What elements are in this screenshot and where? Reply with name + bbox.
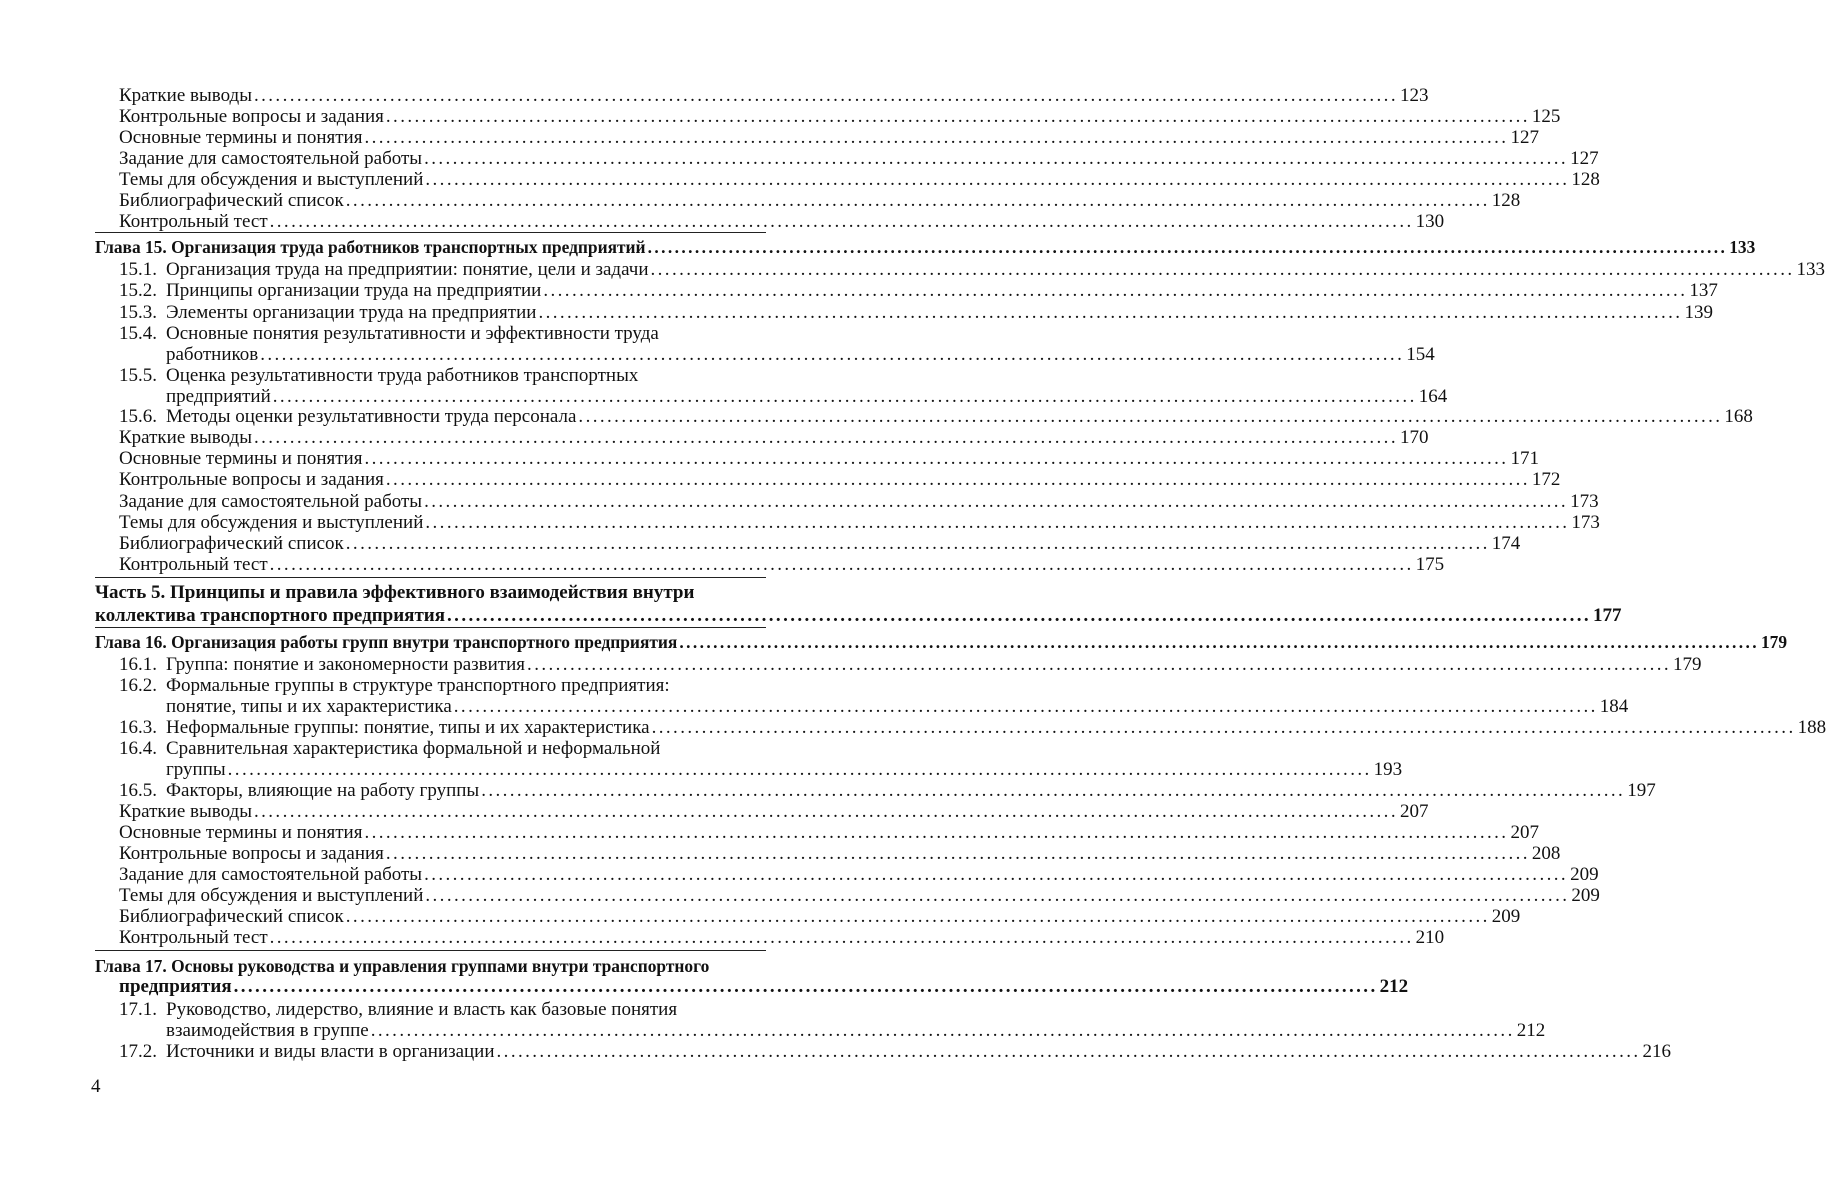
toc-entry <box>119 801 1429 823</box>
dot-leader: ................................................................................................................................................................ <box>260 344 1405 365</box>
toc-entry-text: Оценка результативности труда работников транспортных <box>166 365 639 386</box>
toc-entry-title <box>119 843 384 865</box>
toc-entry <box>119 427 1429 449</box>
toc-entry-title <box>119 780 479 802</box>
toc-entry <box>119 675 766 697</box>
toc-entry-text: Неформальные группы: понятие, типы и их характеристика <box>166 717 650 738</box>
toc-entry <box>95 605 1622 627</box>
toc-entry-number: 16.1. <box>119 654 157 675</box>
toc-entry-title <box>119 822 362 844</box>
dot-leader: ................................................................................................................................................................ <box>364 448 1509 469</box>
toc-entry-title <box>166 344 258 366</box>
toc-entry-number: 17.1. <box>119 999 157 1020</box>
toc-entry-page: 179 <box>1760 632 1788 652</box>
dot-leader: ................................................................................................................................................................ <box>578 406 1723 427</box>
toc-entry-text: Задание для самостоятельной работы <box>119 491 423 512</box>
toc-entry-page: 210 <box>1415 927 1445 948</box>
toc-entry-page: 133 <box>1729 237 1756 257</box>
toc-entry-text: предприятий <box>166 386 271 407</box>
toc-entry-title <box>119 280 541 302</box>
toc-entry-number: 16.3. <box>119 717 157 738</box>
toc-entry-text: Контрольный тест <box>119 554 268 575</box>
dot-leader: ................................................................................................................................................................ <box>447 605 1592 626</box>
toc-entry-title <box>119 927 268 949</box>
toc-entry-title <box>119 654 525 676</box>
toc-entry-page: 209 <box>1570 864 1599 885</box>
dot-leader: ................................................................................................................................................................ <box>364 822 1509 843</box>
section-divider <box>95 627 766 628</box>
toc-entry-text: Задание для самостоятельной работы <box>119 148 423 169</box>
dot-leader: ................................................................................................................................................................ <box>543 280 1688 301</box>
toc-entry <box>119 365 766 387</box>
dot-leader: ................................................................................................................................................................ <box>425 512 1570 533</box>
dot-leader: ................................................................................................................................................................ <box>253 85 1398 106</box>
toc-entry-title <box>119 976 232 998</box>
toc-entry-text: Основные термины и понятия <box>119 448 363 469</box>
toc-entry-text: Библиографический список <box>119 533 344 554</box>
dot-leader: ................................................................................................................................................................ <box>227 759 1372 780</box>
toc-entry-text: Источники и виды власти в организации <box>166 1041 495 1062</box>
dot-leader: ................................................................................................................................................................ <box>481 780 1626 801</box>
toc-entry <box>166 759 1403 781</box>
toc-entry-text: Задание для самостоятельной работы <box>119 864 423 885</box>
toc-entry-title <box>119 675 670 697</box>
toc-entry-number: 16.4. <box>119 738 157 759</box>
toc-entry-text: Часть 5. Принципы и правила эффективного взаимодействия внутри <box>95 582 695 603</box>
toc-entry-title <box>119 85 252 107</box>
toc-entry-text: работников <box>166 344 259 365</box>
toc-entry <box>119 1041 1672 1063</box>
toc-entry <box>166 1020 1546 1042</box>
toc-entry-title <box>119 717 650 739</box>
dot-leader: ................................................................................................................................................................ <box>269 211 1414 232</box>
toc-entry <box>119 822 1539 844</box>
toc-entry <box>95 631 1788 653</box>
toc-entry-text: Контрольные вопросы и задания <box>119 843 384 864</box>
toc-entry-page: 170 <box>1399 427 1429 448</box>
toc-entry-title <box>119 211 268 233</box>
toc-entry-page: 128 <box>1491 190 1521 211</box>
toc-entry-title <box>95 631 677 653</box>
toc-entry-page: 137 <box>1689 280 1718 301</box>
toc-entry <box>119 927 1445 949</box>
toc-entry-text: Элементы организации труда на предприятии <box>166 302 537 323</box>
toc-entry-text: предприятия <box>119 976 232 997</box>
toc-entry-title <box>95 955 709 977</box>
toc-entry-text: Факторы, влияющие на работу группы <box>166 780 480 801</box>
toc-entry-number: 15.3. <box>119 302 157 323</box>
toc-entry <box>119 85 1429 107</box>
toc-entry <box>119 190 1521 212</box>
toc-entry <box>119 406 1753 428</box>
toc-entry-text: Глава 17. Основы руководства и управления группами внутри транспортного <box>95 956 710 976</box>
toc-entry-page: 193 <box>1373 759 1403 780</box>
toc-entry-number: 15.6. <box>119 406 157 427</box>
toc-entry-title <box>119 259 649 281</box>
toc-entry-page: 123 <box>1399 85 1429 106</box>
dot-leader: ................................................................................................................................................................ <box>253 801 1398 822</box>
toc-entry <box>119 127 1539 149</box>
toc-entry <box>119 906 1521 928</box>
toc-entry-number: 16.2. <box>119 675 157 696</box>
toc-entry-page: 207 <box>1510 822 1539 843</box>
dot-leader: ................................................................................................................................................................ <box>385 469 1530 490</box>
dot-leader: ................................................................................................................................................................ <box>679 632 1759 652</box>
toc-entry-text: Темы для обсуждения и выступлений <box>119 885 424 906</box>
toc-entry <box>119 448 1539 470</box>
toc-entry-title <box>119 190 344 212</box>
dot-leader: ................................................................................................................................................................ <box>364 127 1509 148</box>
toc-entry-page: 188 <box>1797 717 1826 738</box>
toc-entry-text: Глава 15. Организация труда работников транспортных предприятий <box>95 237 646 257</box>
toc-entry-title <box>119 1041 495 1063</box>
toc-entry-title <box>119 999 677 1021</box>
toc-entry-text: Контрольные вопросы и задания <box>119 106 384 127</box>
toc-entry-text: Методы оценки результативности труда персонала <box>166 406 577 427</box>
toc-entry-text: коллектива транспортного предприятия <box>95 605 446 626</box>
toc-entry-page: 139 <box>1684 302 1713 323</box>
toc-entry-title <box>119 148 422 170</box>
toc-entry <box>119 843 1561 865</box>
toc-entry-title <box>119 512 423 534</box>
toc-entry-text: Краткие выводы <box>119 801 252 822</box>
toc-entry <box>119 280 1718 302</box>
dot-leader: ................................................................................................................................................................ <box>269 554 1414 575</box>
toc-entry-text: Основные термины и понятия <box>119 127 363 148</box>
toc-entry-number: 17.2. <box>119 1041 157 1062</box>
toc-entry-page: 207 <box>1399 801 1429 822</box>
dot-leader: ................................................................................................................................................................ <box>425 169 1570 190</box>
toc-entry-page: 212 <box>1516 1020 1546 1041</box>
toc-entry-page: 171 <box>1510 448 1539 469</box>
toc-entry-title <box>119 302 536 324</box>
toc-entry-text: Руководство, лидерство, влияние и власть как базовые понятия <box>166 999 678 1020</box>
toc-entry-title <box>166 696 452 718</box>
toc-entry-page: 128 <box>1571 169 1600 190</box>
dot-leader: ................................................................................................................................................................ <box>385 843 1530 864</box>
toc-entry-page: 164 <box>1418 386 1448 407</box>
toc-entry-page: 175 <box>1415 554 1445 575</box>
toc-entry-number: 15.4. <box>119 323 157 344</box>
toc-entry-title <box>119 801 252 823</box>
dot-leader: ................................................................................................................................................................ <box>424 864 1569 885</box>
toc-entry <box>95 236 1756 258</box>
toc-entry-page: 212 <box>1379 976 1409 997</box>
toc-entry-title <box>166 1020 369 1042</box>
section-divider <box>95 232 766 233</box>
toc-entry-text: Краткие выводы <box>119 427 252 448</box>
toc-entry <box>95 582 766 604</box>
toc-entry-page: 127 <box>1510 127 1539 148</box>
toc-entry-text: Организация труда на предприятии: понятие, цели и задачи <box>166 259 649 280</box>
toc-entry-text: группы <box>166 759 226 780</box>
toc-entry-title <box>119 448 362 470</box>
dot-leader: ................................................................................................................................................................ <box>253 427 1398 448</box>
toc-entry-page: 177 <box>1593 605 1622 626</box>
toc-entry <box>119 491 1599 513</box>
dot-leader: ................................................................................................................................................................ <box>370 1020 1515 1041</box>
toc-entry-page: 172 <box>1531 469 1561 490</box>
toc-entry-text: Группа: понятие и закономерности развития <box>166 654 526 675</box>
toc-entry-page: 173 <box>1570 491 1599 512</box>
toc-entry-page: 133 <box>1796 259 1825 280</box>
toc-entry-title <box>119 738 660 760</box>
toc-entry-title <box>119 365 638 387</box>
toc-entry-title <box>95 236 646 258</box>
dot-leader: ................................................................................................................................................................ <box>424 148 1569 169</box>
toc-entry-text: Принципы организации труда на предприятии <box>166 280 542 301</box>
toc-entry-text: Контрольный тест <box>119 211 268 232</box>
toc-entry-text: понятие, типы и их характеристика <box>166 696 452 717</box>
toc-entry-number: 15.2. <box>119 280 157 301</box>
toc-entry <box>119 148 1599 170</box>
toc-entry-title <box>119 885 423 907</box>
toc-entry <box>119 999 766 1021</box>
section-divider <box>95 950 766 951</box>
dot-leader: ................................................................................................................................................................ <box>345 190 1490 211</box>
dot-leader: ................................................................................................................................................................ <box>269 927 1414 948</box>
toc-entry-title <box>119 864 422 886</box>
toc-entry-text: Сравнительная характеристика формальной и неформальной <box>166 738 661 759</box>
toc-entry-title <box>119 469 384 491</box>
toc-entry-text: Контрольный тест <box>119 927 268 948</box>
dot-leader: ................................................................................................................................................................ <box>272 386 1417 407</box>
toc-entry <box>119 106 1561 128</box>
toc-entry <box>166 696 1629 718</box>
dot-leader: ................................................................................................................................................................ <box>424 491 1569 512</box>
toc-entry <box>119 738 766 760</box>
toc-entry-title <box>119 406 576 428</box>
dot-leader: ................................................................................................................................................................ <box>453 696 1598 717</box>
dot-leader: ................................................................................................................................................................ <box>233 976 1378 997</box>
toc-entry-page: 173 <box>1571 512 1600 533</box>
toc-entry-title <box>119 533 344 555</box>
toc-entry-title <box>166 759 226 781</box>
dot-leader: ................................................................................................................................................................ <box>527 654 1672 675</box>
toc-entry-text: взаимодействия в группе <box>166 1020 369 1041</box>
toc-entry-page: 168 <box>1724 406 1753 427</box>
toc-entry-text: Библиографический список <box>119 906 344 927</box>
toc-entry-text: Краткие выводы <box>119 85 252 106</box>
toc-entry-page: 197 <box>1627 780 1656 801</box>
toc-entry-text: Основные понятия результативности и эффективности труда <box>166 323 659 344</box>
toc-entry <box>119 780 1656 802</box>
toc-entry-text: Формальные группы в структуре транспортного предприятия: <box>166 675 670 696</box>
toc-entry-title <box>119 323 659 345</box>
toc-entry-page: 209 <box>1571 885 1600 906</box>
toc-entry-page: 174 <box>1491 533 1521 554</box>
toc-entry <box>119 302 1713 324</box>
toc-entry-title <box>119 169 423 191</box>
toc-entry-title <box>119 491 422 513</box>
toc-entry-title <box>95 582 694 604</box>
dot-leader: ................................................................................................................................................................ <box>538 302 1683 323</box>
toc-entry-text: Библиографический список <box>119 190 344 211</box>
toc-entry-title <box>119 127 362 149</box>
toc-entry-page: 184 <box>1599 696 1629 717</box>
toc-entry <box>119 864 1599 886</box>
toc-entry-title <box>119 106 384 128</box>
toc-entry-number: 16.5. <box>119 780 157 801</box>
toc-entry <box>119 885 1600 907</box>
toc-entry-text: Темы для обсуждения и выступлений <box>119 169 424 190</box>
dot-leader: ................................................................................................................................................................ <box>425 885 1570 906</box>
dot-leader: ................................................................................................................................................................ <box>345 533 1490 554</box>
toc-entry-number: 15.1. <box>119 259 157 280</box>
toc-entry-text: Глава 16. Организация работы групп внутри транспортного предприятия <box>95 632 678 652</box>
toc-entry <box>119 533 1521 555</box>
toc-entry <box>119 259 1825 281</box>
toc-entry-title <box>119 906 344 928</box>
toc-entry-page: 179 <box>1673 654 1702 675</box>
toc-entry <box>119 717 1826 739</box>
toc-entry <box>119 654 1702 676</box>
dot-leader: ................................................................................................................................................................ <box>345 906 1490 927</box>
dot-leader: ................................................................................................................................................................ <box>651 717 1796 738</box>
toc-entry-page: 127 <box>1570 148 1599 169</box>
toc-entry-title <box>166 386 271 408</box>
toc-entry-page: 216 <box>1642 1041 1672 1062</box>
toc-entry <box>119 211 1445 233</box>
toc-entry <box>166 386 1448 408</box>
toc-entry-title <box>119 554 268 576</box>
toc-entry <box>119 554 1445 576</box>
toc-entry <box>119 323 766 345</box>
toc-entry-text: Контрольные вопросы и задания <box>119 469 384 490</box>
toc-entry-text: Темы для обсуждения и выступлений <box>119 512 424 533</box>
toc-entry-page: 154 <box>1406 344 1435 365</box>
page-number: 4 <box>91 1076 101 1097</box>
toc-entry <box>119 169 1600 191</box>
toc-entry-title <box>119 427 252 449</box>
toc-entry <box>119 469 1561 491</box>
toc-entry <box>119 976 1409 998</box>
toc-entry-text: Основные термины и понятия <box>119 822 363 843</box>
toc-entry-number: 15.5. <box>119 365 157 386</box>
toc-entry-page: 209 <box>1491 906 1521 927</box>
section-divider <box>95 577 766 578</box>
toc-entry <box>119 512 1600 534</box>
dot-leader: ................................................................................................................................................................ <box>385 106 1530 127</box>
toc-entry-page: 208 <box>1531 843 1561 864</box>
toc-entry <box>166 344 1435 366</box>
dot-leader: ................................................................................................................................................................ <box>496 1041 1641 1062</box>
dot-leader: ................................................................................................................................................................ <box>647 237 1728 257</box>
toc-entry <box>95 955 766 977</box>
toc-entry-page: 130 <box>1415 211 1445 232</box>
toc-entry-title <box>95 605 445 627</box>
dot-leader: ................................................................................................................................................................ <box>650 259 1795 280</box>
toc-entry-page: 125 <box>1531 106 1561 127</box>
